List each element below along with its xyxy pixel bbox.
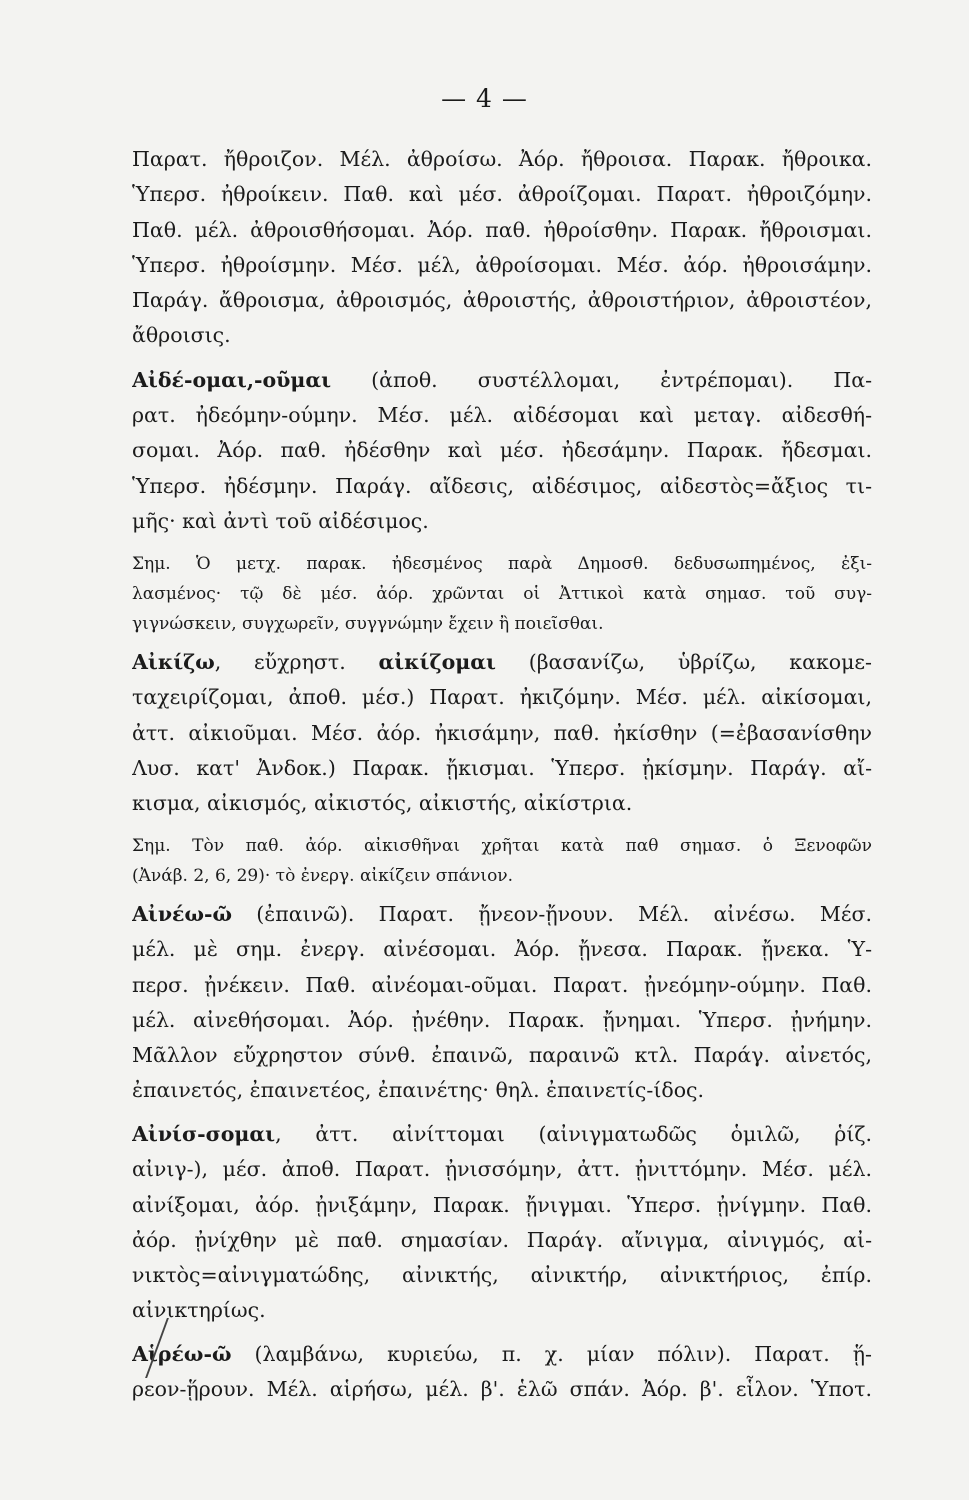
entry-line: Αἰνέω-ῶ (ἐπαινῶ). Παρατ. ᾔνεον-ᾔνουν. Μέλ. αἰνέσω. Μέσ. [132, 902, 872, 926]
text-line: μέλ. αἰνεθήσομαι. Ἀόρ. ᾐνέθην. Παρακ. ᾔνημαι. Ὑπερσ. ᾐνήμην. [132, 1008, 872, 1032]
entry-line: Αἱρέω-ῶ (λαμβάνω, κυριεύω, π. χ. μίαν πόλιν). Παρατ. ᾕ- [132, 1342, 872, 1366]
headword: Αἰκίζω [132, 650, 215, 674]
text-line: ἄθροισις. [132, 323, 231, 347]
text-line: Παρατ. ἤθροιζον. Μέλ. ἀθροίσω. Ἀόρ. ἤθροισα. Παρακ. ἤθροικα. [132, 147, 872, 171]
headword: Αἱρέω-ῶ [132, 1342, 232, 1366]
text-line: κισμα, αἰκισμός, αἰκιστός, αἰκιστής, αἰκίστρια. [132, 791, 633, 815]
text-line: Ὑπερσ. ἠθροίκειν. Παθ. καὶ μέσ. ἀθροίζομαι. Παρατ. ἠθροιζόμην. [132, 182, 872, 206]
note-line: Σημ. Τὸν παθ. ἀόρ. αἰκισθῆναι χρῆται κατὰ παθ σημασ. ὁ Ξενοφῶν [132, 836, 872, 856]
text-line: Ὑπερσ. ἠδέσμην. Παράγ. αἴδεσις, αἰδέσιμος, αἰδεστὸς=ἄξιος τι- [132, 474, 872, 498]
note-line: γιγνώσκειν, συγχωρεῖν, συγγνώμην ἔχειν ἢ ποιεῖσθαι. [132, 614, 604, 634]
note-line: Σημ. Ὁ μετχ. παρακ. ἠδεσμένος παρὰ Δημοσθ. δεδυσωπημένος, ἐξι- [132, 554, 872, 574]
text-line: αἰνιγ-), μέσ. ἀποθ. Παρατ. ᾐνισσόμην, ἀττ. ᾐνιττόμην. Μέσ. μέλ. [132, 1157, 872, 1181]
headword: Αἰνίσ-σομαι [132, 1122, 276, 1146]
headword: αἰκίζομαι [378, 650, 496, 674]
text-line: ταχειρίζομαι, ἀποθ. μέσ.) Παρατ. ἠκιζόμην. Μέσ. μέλ. αἰκίσομαι, [132, 685, 872, 709]
text-line: περσ. ᾐνέκειν. Παθ. αἰνέομαι-οῦμαι. Παρατ. ᾐνεόμην-ούμην. Παθ. [132, 973, 872, 997]
text-line: μέλ. μὲ σημ. ἐνεργ. αἰνέσομαι. Ἀόρ. ᾔνεσα. Παρακ. ᾔνεκα. Ὑ- [132, 937, 872, 961]
text-line: ρεον-ᾕρουν. Μέλ. αἱρήσω, μέλ. β'. ἑλῶ σπάν. Ἀόρ. β'. εἷλον. Ὑποτ. [132, 1377, 872, 1401]
headword: Αἰδέ-ομαι,-οῦμαι [132, 368, 332, 392]
text-line: σομαι. Ἀόρ. παθ. ἠδέσθην καὶ μέσ. ἠδεσάμην. Παρακ. ἤδεσμαι. [132, 438, 872, 462]
text-line: Λυσ. κατ' Ἀνδοκ.) Παρακ. ᾔκισμαι. Ὑπερσ. ᾐκίσμην. Παράγ. αἴ- [132, 756, 872, 780]
entry-line: Αἰδέ-ομαι,-οῦμαι (ἀποθ. συστέλλομαι, ἐντρέπομαι). Πα- [132, 368, 872, 392]
entry-line: Αἰκίζω, εὔχρηστ. αἰκίζομαι (βασανίζω, ὑβρίζω, κακομε- [132, 650, 872, 674]
text-line: Μᾶλλον εὔχρηστον σύνθ. ἐπαινῶ, παραινῶ κτλ. Παράγ. αἰνετός, [132, 1043, 872, 1067]
text-line: Ὑπερσ. ἠθροίσμην. Μέσ. μέλ, ἀθροίσομαι. Μέσ. ἀόρ. ἠθροισάμην. [132, 253, 872, 277]
text-line: ἐπαινετός, ἐπαινετέος, ἐπαινέτης· θηλ. ἐπαινετίς-ίδος. [132, 1078, 705, 1102]
text-line: ἀόρ. ᾐνίχθην μὲ παθ. σημασίαν. Παράγ. αἴνιγμα, αἰνιγμός, αἰ- [132, 1228, 872, 1252]
page-number: — 4 — [441, 84, 528, 113]
note-line: (Ἀνάβ. 2, 6, 29)· τὸ ἐνεργ. αἰκίζειν σπάνιον. [132, 866, 514, 886]
text-line: νικτὸς=αἰνιγματώδης, αἰνικτής, αἰνικτήρ, αἰνικτήριος, ἐπίρ. [132, 1263, 872, 1287]
text-line: ρατ. ἠδεόμην-ούμην. Μέσ. μέλ. αἰδέσομαι καὶ μεταγ. αἰδεσθή- [132, 403, 872, 427]
text-line: ἀττ. αἰκιοῦμαι. Μέσ. ἀόρ. ἠκισάμην, παθ. ἠκίσθην (=ἐβασανίσθην [132, 721, 872, 745]
headword: Αἰνέω-ῶ [132, 902, 233, 926]
entry-line: Αἰνίσ-σομαι, ἀττ. αἰνίττομαι (αἰνιγματωδῶς ὁμιλῶ, ῥίζ. [132, 1122, 872, 1146]
text-line: μῆς· καὶ ἀντὶ τοῦ αἰδέσιμος. [132, 509, 429, 533]
text-line: Παθ. μέλ. ἀθροισθήσομαι. Ἀόρ. παθ. ἠθροίσθην. Παρακ. ἤθροισμαι. [132, 218, 872, 242]
note-line: λασμένος· τῷ δὲ μέσ. ἀόρ. χρῶνται οἱ Ἀττικοὶ κατὰ σημασ. τοῦ συγ- [132, 584, 872, 604]
text-line: αἰνικτηρίως. [132, 1298, 266, 1322]
text-line: Παράγ. ἄθροισμα, ἀθροισμός, ἀθροιστής, ἀθροιστήριον, ἀθροιστέον, [132, 288, 872, 312]
text-line: αἰνίξομαι, ἀόρ. ᾐνιξάμην, Παρακ. ᾔνιγμαι. Ὑπερσ. ᾐνίγμην. Παθ. [132, 1193, 872, 1217]
